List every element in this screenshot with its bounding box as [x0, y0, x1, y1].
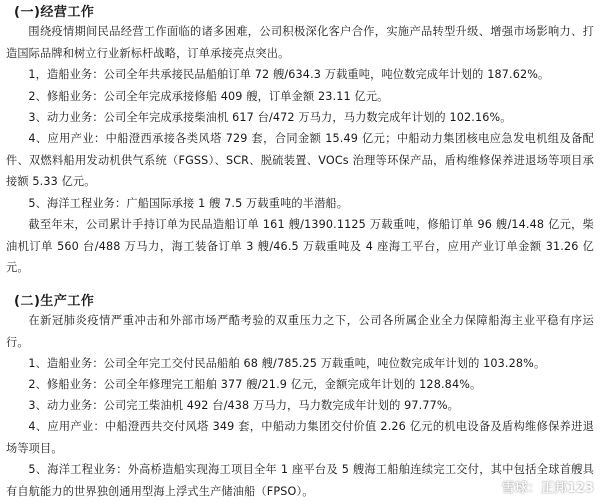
paragraph-applied-industry-delivery: 4、应用产业：中船澄西共交付风塔 349 套，中船动力集团交付价值 2.26 亿元的机电设备及盾构维修保养进退场等项目。 — [6, 420, 594, 455]
paragraph-offshore-delivery: 5、海洋工程业务：外高桥造船实现海工项目全年 1 座平台及 5 艘海工船舶连续完工交付，其中包括全球首艘具有自航能力的世界独创通用型海上浮式生产储油船（FPSO）。 — [6, 463, 594, 498]
paragraph-applied-industry-orders: 4、应用产业：中船澄西承接各类风塔 729 套，合同金额 15.49 亿元；中船动力集团核电应急发电机组及备配件、双燃料船用发动机供气系统（FGSS）、SCR、脱硫装置、VOCs 治理等环保产品，盾构维修保养进退场等项目承接额 5.33 亿元。 — [6, 132, 594, 188]
paragraph-order-backlog: 截至年末，公司累计手持订单为民品造船订单 161 艘/1390.1125 万载重吨，修船订单 96 艘/14.48 亿元，柴油机订单 560 台/488 万马力，海工装备订单 3 艘/46.5 万载重吨及 4 座海工平台，应用产业订单金额 31.26 亿元。 — [6, 218, 594, 274]
snowball-logo-icon — [481, 478, 499, 496]
paragraph-ship-repair-completion: 2、修船业务：公司全年修理完工船舶 377 艘/21.9 亿元，金额完成年计划的 128.84%。 — [28, 378, 482, 391]
xueqiu-watermark — [481, 477, 594, 496]
paragraph-shipbuilding-delivery: 1、造船业务：公司全年完工交付民品船舶 68 艘/785.25 万载重吨，吨位数完成年计划的 103.28%。 — [28, 357, 546, 370]
paragraph-shipbuilding-orders: 1，造船业务：公司全年共承接民品船舶订单 72 艘/634.3 万载重吨，吨位数完成年计划的 187.62%。 — [28, 68, 550, 81]
paragraph-power-orders: 3、动力业务：公司全年完成承接柴油机 617 台/472 万马力，马力数完成年计划的 102.16%。 — [28, 111, 512, 124]
paragraph-offshore-orders: 5、海洋工程业务：广船国际承接 1 艘 7.5 万载重吨的半潜船。 — [28, 197, 349, 210]
paragraph-production-intro: 在新冠肺炎疫情严重冲击和外部市场严酷考验的双重压力之下，公司各所属企业全力保障船海主业平稳有序运行。 — [6, 314, 594, 349]
paragraph-power-completion: 3、动力业务：公司完工柴油机 492 台/438 万马力，马力数完成年计划的 97.77%。 — [28, 399, 460, 412]
paragraph-operations-intro: 围绕疫情期间民品经营工作面临的诸多困难，公司积极深化客户合作，实施产品转型升级、增强市场影响力、打造国际品牌和树立行业新标杆战略，订单承接亮点突出。 — [6, 25, 594, 60]
paragraph-ship-repair-orders: 2、修船业务：公司全年完成承接修船 409 艘，订单金额 23.11 亿元。 — [28, 90, 389, 103]
watermark-text: 雪球：正邦123 — [501, 481, 594, 496]
section-title-production: (二)生产工作 — [14, 294, 95, 309]
section-title-operations: (一)经营工作 — [14, 5, 95, 20]
